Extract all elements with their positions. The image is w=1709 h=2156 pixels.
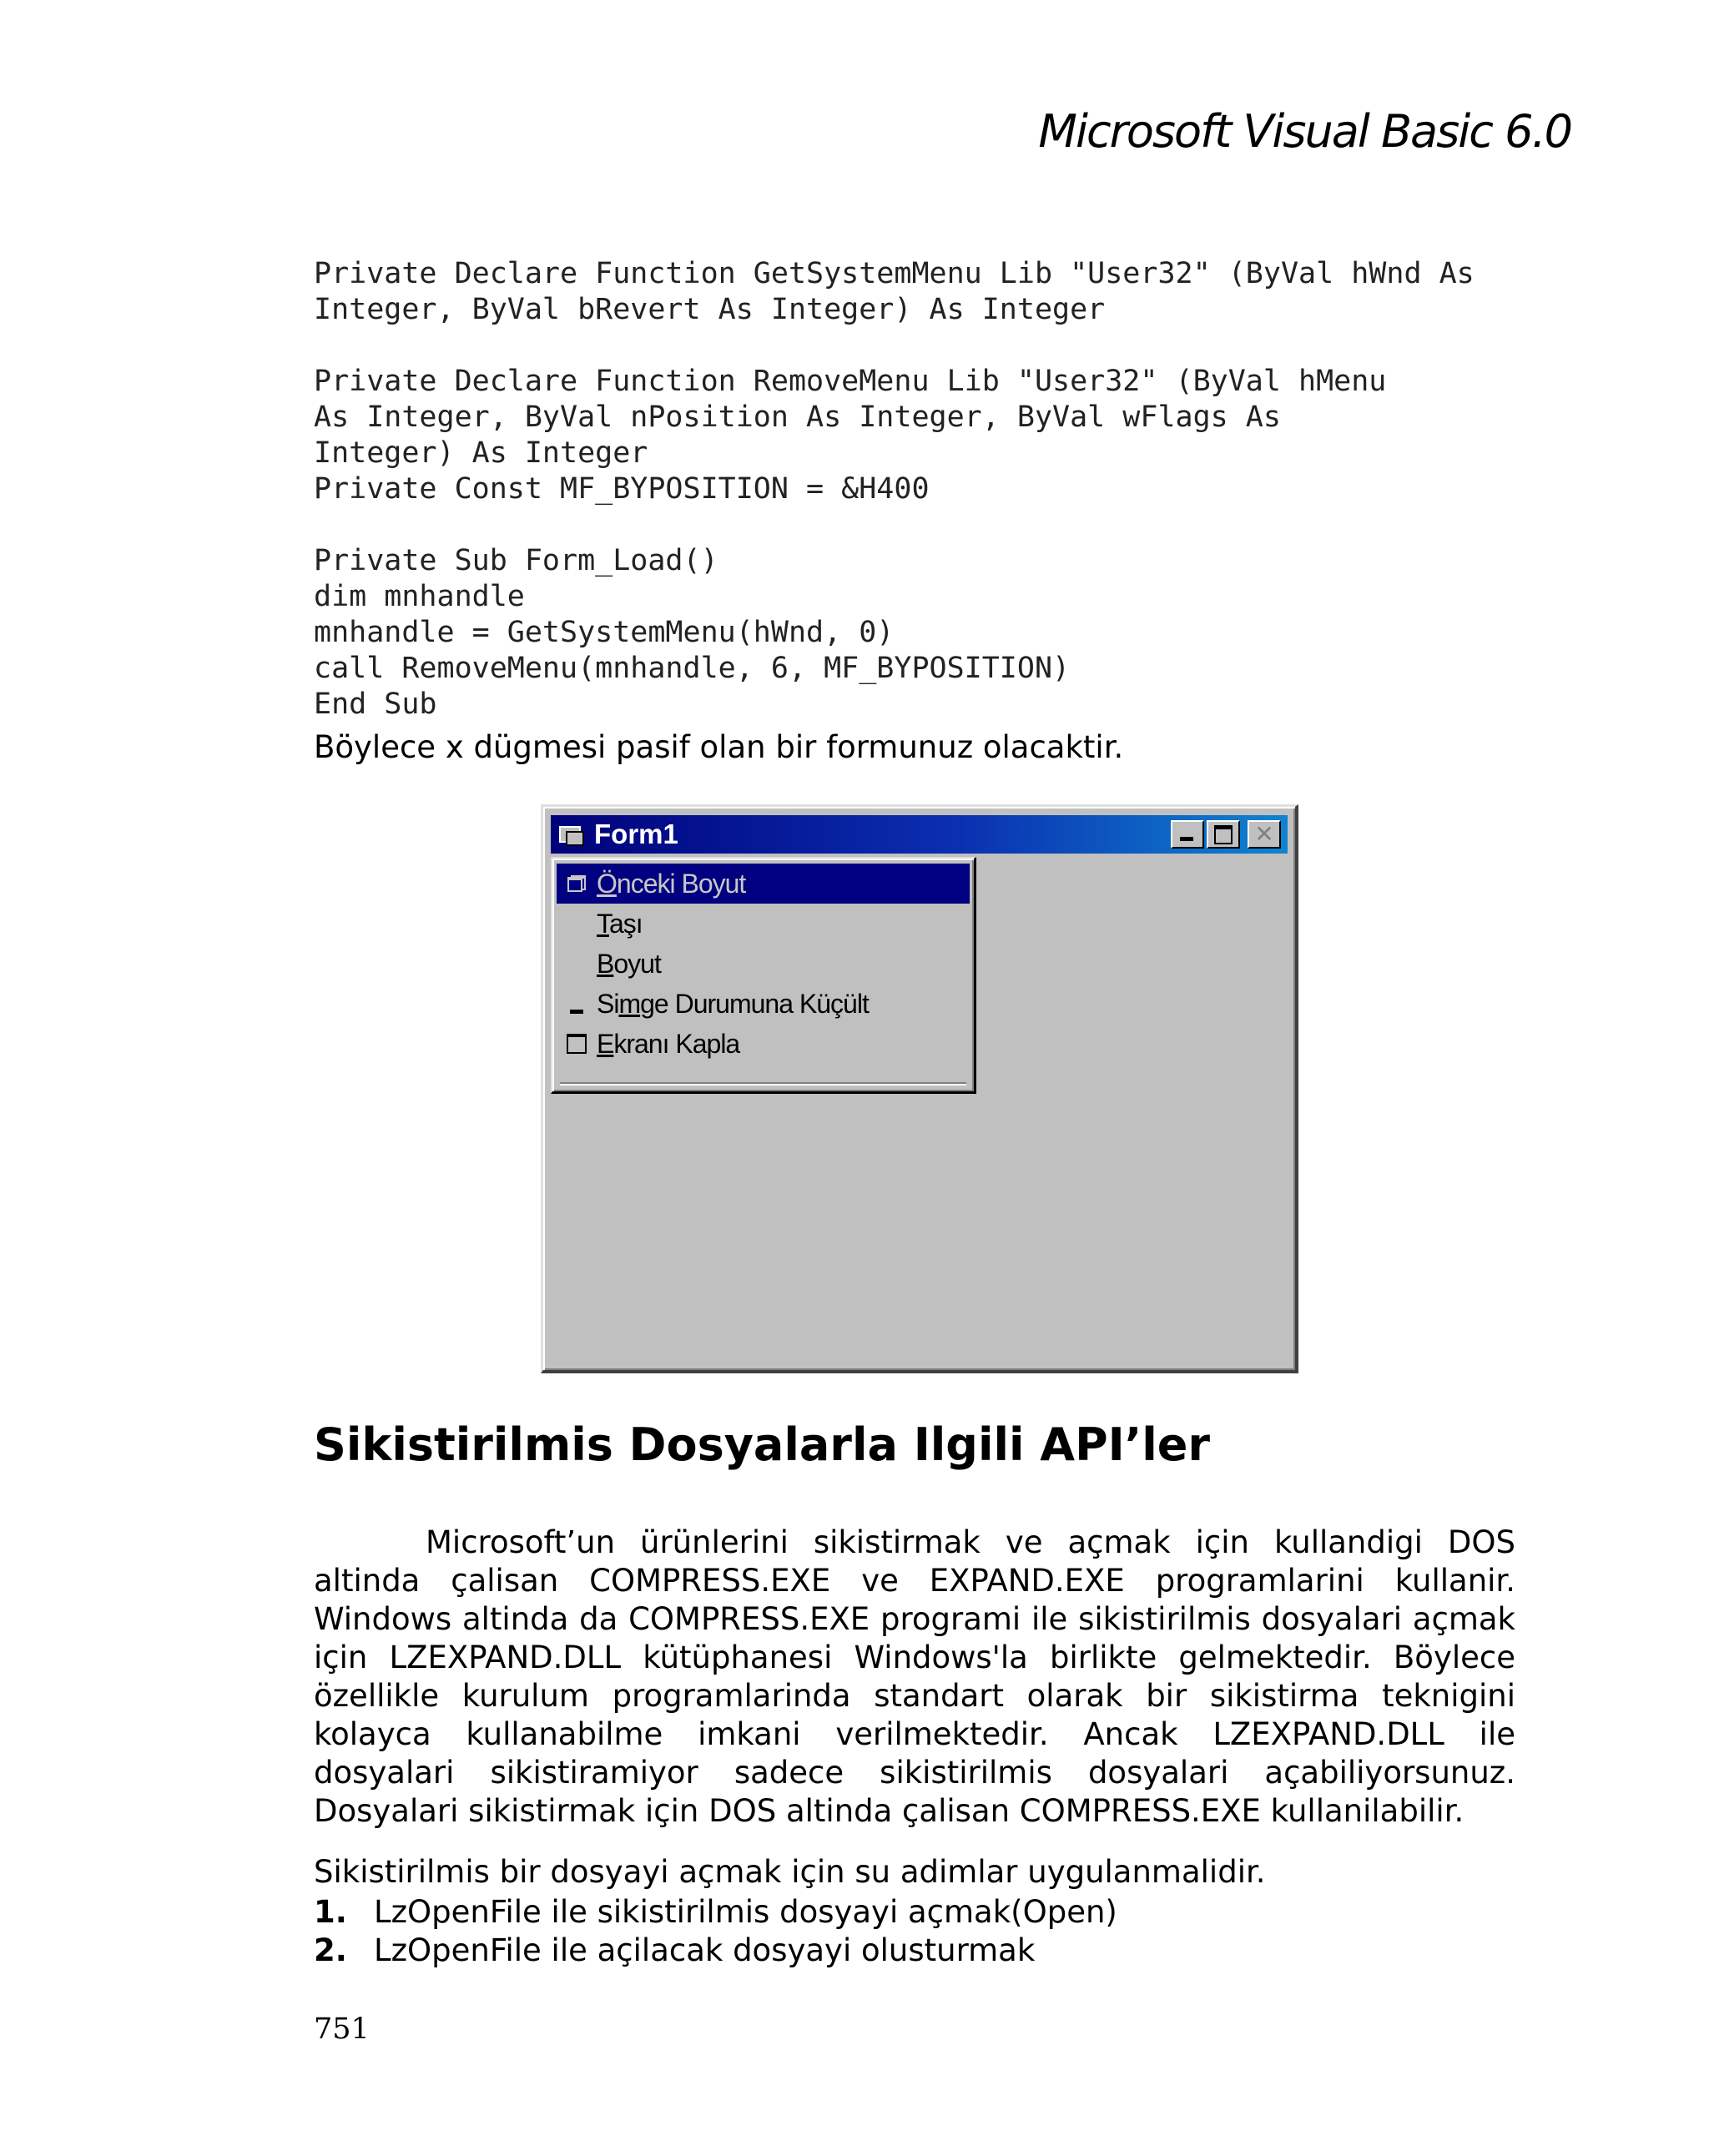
running-header: Microsoft Visual Basic 6.0 xyxy=(1038,105,1571,158)
code-line: Private Const MF_BYPOSITION = &H400 xyxy=(314,472,930,506)
code-line: Private Declare Function RemoveMenu Lib "User32" (ByVal hMenu xyxy=(314,365,1387,398)
restore-icon xyxy=(567,875,586,892)
code-line xyxy=(314,328,1532,364)
system-menu xyxy=(551,857,976,1094)
window-title: Form1 xyxy=(594,819,678,849)
close-icon: ✕ xyxy=(1254,820,1274,848)
code-line xyxy=(314,507,1532,543)
section-heading: Sikistirilmis Dosyalarla Ilgili API’ler xyxy=(314,1418,1211,1471)
code-line: call RemoveMenu(mnhandle, 6, MF_BYPOSITION) xyxy=(314,652,1071,685)
intro-sentence: Böylece x dügmesi pasif olan bir formunuz olacaktir. xyxy=(314,729,1124,765)
minimize-icon xyxy=(1180,837,1193,841)
menu-item-maximize[interactable] xyxy=(557,1024,970,1064)
menu-item-size[interactable] xyxy=(557,944,970,984)
code-line: Integer, ByVal bRevert As Integer) As Integer xyxy=(314,293,1106,326)
maximize-button[interactable] xyxy=(1207,820,1240,849)
list-item: 2. LzOpenFile ile açilacak dosyayi olusturmak xyxy=(314,1932,1036,1968)
menu-item-label: Boyut xyxy=(597,948,661,979)
menu-item-label: Önceki Boyut xyxy=(597,868,746,899)
menu-item-label: Taşı xyxy=(597,908,643,939)
menu-item-minimize[interactable] xyxy=(557,984,970,1024)
menu-separator xyxy=(560,1082,966,1086)
minimize-button[interactable] xyxy=(1171,820,1204,849)
title-bar[interactable] xyxy=(551,815,1288,854)
list-item: 1. LzOpenFile ile sikistirilmis dosyayi açmak(Open) xyxy=(314,1894,1117,1930)
code-line: As Integer, ByVal nPosition As Integer, ByVal wFlags As xyxy=(314,400,1281,434)
menu-item-label: Simge Durumuna Küçült xyxy=(597,988,869,1019)
menu-item-move[interactable] xyxy=(557,904,970,944)
code-line: Private Sub Form_Load() xyxy=(314,544,718,577)
menu-item-restore[interactable] xyxy=(557,864,970,904)
menu-item-label: Ekranı Kapla xyxy=(597,1028,740,1059)
code-line: End Sub xyxy=(314,688,437,721)
form-icon[interactable] xyxy=(559,824,584,844)
code-line: mnhandle = GetSystemMenu(hWnd, 0) xyxy=(314,616,895,649)
code-block xyxy=(314,220,1532,758)
maximize-icon xyxy=(567,1034,587,1054)
code-line: Private Declare Function GetSystemMenu Lib "User32" (ByVal hWnd As xyxy=(314,257,1475,290)
form1-window xyxy=(541,804,1298,1373)
minimize-icon xyxy=(570,1010,583,1014)
code-line: dim mnhandle xyxy=(314,580,525,613)
section-paragraph: Microsoft’un ürünlerini sikistirmak ve açmak için kullandigi DOS altinda çalisan COMPRESS.EXE ve EXPAND.EXE programlarini kullanir. Windows altinda da COMPRESS.EXE programi ile sikistirilmis dosyalari açmak için LZEXPAND.DLL kütüphanesi Windows'la birlikte gelmektedir. Böylece özellikle kurulum programlarinda standart olarak bir sikistirma teknigini kolayca kullanabilme imkani verilmektedir. Ancak LZEXPAND.DLL ile dosyalari sikistiramiyor sadece sikistirilmis dosyalari açabiliyorsunuz. Dosyalari sikistirmak için DOS altinda çalisan COMPRESS.EXE kullanilabilir. xyxy=(314,1524,1515,1829)
maximize-icon xyxy=(1214,825,1233,844)
page-number: 751 xyxy=(314,2012,370,2046)
steps-intro: Sikistirilmis bir dosyayi açmak için su adimlar uygulanmalidir. xyxy=(314,1854,1266,1890)
code-line: Integer) As Integer xyxy=(314,436,648,470)
close-button xyxy=(1248,820,1281,849)
